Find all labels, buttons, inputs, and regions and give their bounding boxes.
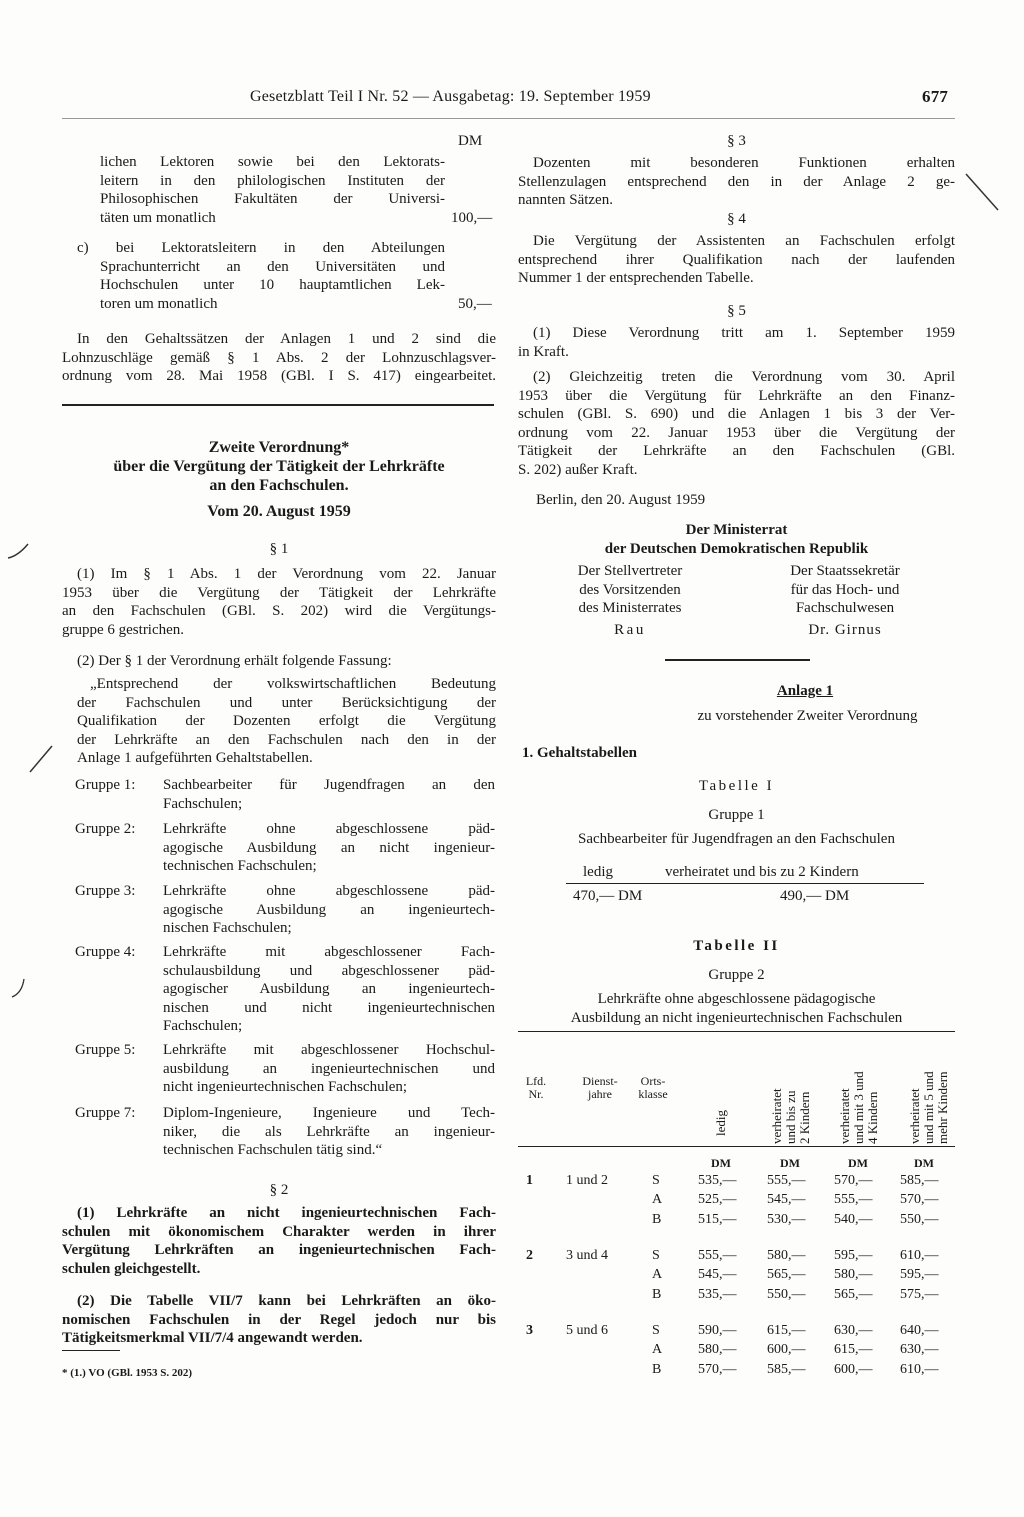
- s1-para-2: (2) Der § 1 der Verordnung erhält folgende Fassung:: [77, 653, 392, 669]
- s1-p1-line: an den Fachschulen (GBl. S. 202) wird die Vergütungs-: [62, 603, 496, 620]
- group-line: niker, die als Lehrkräfte an ingenieur-: [163, 1123, 495, 1140]
- section-1-title: 1. Gehaltstabellen: [522, 745, 637, 761]
- group-line: ausbildung an ingenieurtechnischen und: [163, 1060, 495, 1077]
- val-ledig: 535,—: [698, 1287, 737, 1302]
- s4-para: [518, 232, 955, 288]
- val-v4: 630,—: [834, 1323, 873, 1338]
- group-line: Diplom-Ingenieure, Ingenieure und Tech-: [163, 1105, 495, 1121]
- s3-line: Stellenzulagen entsprechend den in der Anlage 2 ge-: [518, 173, 955, 190]
- table1-title: Tabelle I: [698, 778, 775, 794]
- val-ledig: 535,—: [698, 1173, 737, 1188]
- val-v5: 550,—: [900, 1212, 939, 1227]
- header-v5-line: verheiratet: [907, 1088, 922, 1144]
- group-line: Lehrkräfte ohne abgeschlossene päd-: [163, 883, 495, 899]
- anlage-rule: [665, 659, 810, 661]
- s2-para-1: [62, 1204, 496, 1278]
- val-v4: 565,—: [834, 1287, 873, 1302]
- val-v5: 610,—: [900, 1362, 939, 1377]
- group-line: nischen Fachschulen;: [163, 920, 292, 937]
- s5-p1-line: in Kraft.: [518, 343, 569, 360]
- header-lfd-line: Lfd.: [525, 1074, 547, 1088]
- sig-left-line: des Vorsitzenden: [579, 581, 681, 598]
- s3-para: [518, 154, 955, 210]
- group-line: Lehrkräfte mit abgeschlossener Hochschul-: [163, 1042, 495, 1058]
- val-ledig: 555,—: [698, 1248, 737, 1263]
- header-v5-line: mehr Kindern: [935, 1071, 950, 1144]
- group-line: nischen und nicht ingenieurtechnischen: [163, 999, 495, 1016]
- group-label: Gruppe 2:: [75, 821, 136, 837]
- margin-mark-left-2: [26, 742, 56, 776]
- s2-p1-line: schulen gleichgestellt.: [62, 1260, 201, 1277]
- sig-right-line: für das Hoch- und: [790, 581, 900, 598]
- item-c-line: toren um monatlich: [100, 295, 218, 312]
- s1-p1-line: (1) Im § 1 Abs. 1 der Verordnung vom 22. Januar: [77, 566, 496, 582]
- row-klasse: S: [652, 1323, 660, 1338]
- note-line: ordnung vom 28. Mai 1958 (GBl. I S. 417) eingearbeitet.: [62, 368, 496, 385]
- group-label: Gruppe 7:: [75, 1105, 136, 1121]
- s1-quote: [77, 675, 496, 768]
- row-klasse: S: [652, 1173, 660, 1188]
- val-v2: 550,—: [767, 1287, 806, 1302]
- dm-label: DM: [458, 133, 483, 149]
- table1-col-ledig: ledig: [583, 864, 613, 880]
- val-ledig: 590,—: [698, 1323, 737, 1338]
- table2-top-rule: [518, 1031, 955, 1032]
- val-ledig: 515,—: [698, 1212, 737, 1227]
- val-v5: 640,—: [900, 1323, 939, 1338]
- ordinance-title: [62, 438, 496, 495]
- table2-group: Gruppe 2: [708, 967, 765, 983]
- s2-p2-line: (2) Die Tabelle VII/7 kann bei Lehrkräften an öko-: [77, 1293, 496, 1309]
- footnote: * (1.) VO (GBl. 1953 S. 202): [62, 1367, 193, 1379]
- council-block: [518, 521, 955, 558]
- s1-para-1: [62, 565, 496, 639]
- row-jahre: 3 und 4: [566, 1248, 608, 1263]
- s2-p1-line: schulen mit ökonomischem Charakter werden in ihrer: [62, 1223, 496, 1240]
- s5-p2-line: (2) Gleichzeitig treten die Verordnung vom 30. April: [533, 369, 955, 385]
- anlage-title: Anlage 1: [776, 683, 834, 699]
- header-v4: [838, 1071, 880, 1144]
- val-v5: 570,—: [900, 1192, 939, 1207]
- val-v5: 610,—: [900, 1248, 939, 1263]
- item-b-line: täten um monatlich: [100, 209, 216, 226]
- row-klasse: B: [652, 1212, 662, 1227]
- header-lfd-line: Nr.: [528, 1087, 544, 1101]
- group-line: Fachschulen;: [163, 795, 243, 812]
- header-v5-line: und mit 5 und: [921, 1071, 936, 1144]
- council-line: der Deutschen Demokratischen Republik: [604, 540, 869, 557]
- table2-desc-line: Lehrkräfte ohne abgeschlossene pädagogische: [597, 991, 876, 1007]
- council-line: Der Ministerrat: [685, 522, 788, 538]
- val-v2: 585,—: [767, 1362, 806, 1377]
- s4-line: Die Vergütung der Assistenten an Fachschulen erfolgt: [533, 233, 955, 249]
- val-v2: 530,—: [767, 1212, 806, 1227]
- s2-p1-line: Vergütung Lehrkräften an ingenieurtechnischen Fach-: [62, 1242, 496, 1259]
- table1-val-ledig: 470,— DM: [573, 888, 643, 904]
- gehalt-note: [62, 330, 496, 386]
- val-v4: 615,—: [834, 1342, 873, 1357]
- s2-heading: § 2: [269, 1182, 289, 1198]
- s4-line: Nummer 1 der entsprechenden Tabelle.: [518, 270, 754, 287]
- val-ledig: 580,—: [698, 1342, 737, 1357]
- s3-heading: § 3: [727, 133, 746, 149]
- section-rule: [62, 404, 494, 406]
- s5-para-2: [518, 368, 955, 480]
- val-v4: 600,—: [834, 1362, 873, 1377]
- val-ledig: 525,—: [698, 1192, 737, 1207]
- header-orts-line: klasse: [638, 1087, 668, 1101]
- val-v5: 585,—: [900, 1173, 939, 1188]
- header-v4-line: und mit 3 und: [851, 1071, 866, 1144]
- header-v2-line: 2 Kindern: [797, 1091, 812, 1144]
- table2-title: Tabelle II: [693, 938, 780, 954]
- group-label: Gruppe 1:: [75, 777, 136, 793]
- row-klasse: A: [652, 1342, 663, 1357]
- quote-line: „Entsprechend der volkswirtschaftlichen Bedeutung: [90, 676, 496, 692]
- row-nr: 1: [526, 1173, 533, 1188]
- val-v5: 630,—: [900, 1342, 939, 1357]
- val-ledig: 570,—: [698, 1362, 737, 1377]
- s5-p1-line: (1) Diese Verordnung tritt am 1. September 1959: [533, 325, 955, 341]
- table1-val-verh: 490,— DM: [780, 888, 850, 904]
- margin-mark-right: [962, 170, 1002, 216]
- group-line: agogische Ausbildung an ingenieurtech-: [163, 901, 495, 918]
- item-b-amount: 100,—: [451, 210, 493, 226]
- row-jahre: 5 und 6: [566, 1323, 608, 1338]
- row-klasse: A: [652, 1192, 663, 1207]
- header-v2-line: verheiratet: [769, 1088, 784, 1144]
- group-line: nicht ingenieurtechnischen Fachschulen;: [163, 1079, 408, 1096]
- unit-v2: DM: [780, 1156, 800, 1170]
- running-header: [250, 88, 651, 107]
- s5-para-1: [518, 324, 955, 361]
- header-v4-line: verheiratet: [837, 1088, 852, 1144]
- title-line: über die Vergütung der Tätigkeit der Lehrkräfte: [113, 458, 445, 475]
- s5-p2-line: Tätigkeit der Lehrkräfte an den Fachschulen (GBl.: [518, 443, 955, 460]
- header-lfd: [516, 1075, 556, 1101]
- val-v2: 555,—: [767, 1173, 806, 1188]
- group-line: Fachschulen;: [163, 1018, 243, 1035]
- val-v4: 540,—: [834, 1212, 873, 1227]
- val-v5: 595,—: [900, 1267, 939, 1282]
- page-number: 677: [922, 87, 949, 106]
- s2-p2-line: Tätigkeitsmerkmal VII/7/4 angewandt werden.: [62, 1330, 363, 1347]
- val-v2: 580,—: [767, 1248, 806, 1263]
- s2-p2-line: nomischen Fachschulen in der Regel jedoch nur bis: [62, 1311, 496, 1328]
- margin-mark-left-1: [4, 540, 32, 564]
- sig-right-line: Der Staatssekretär: [790, 563, 900, 579]
- sig-left-line: Der Stellvertreter: [577, 563, 683, 579]
- group-line: Lehrkräfte mit abgeschlossener Fach-: [163, 944, 495, 960]
- val-v2: 600,—: [767, 1342, 806, 1357]
- row-klasse: A: [652, 1267, 663, 1282]
- group-line: schulausbildung und abgeschlossener päd-: [163, 962, 495, 979]
- table1-desc: Sachbearbeiter für Jugendfragen an den Fachschulen: [578, 831, 895, 847]
- group-line: technischen Fachschulen tätig sind.“: [163, 1142, 383, 1159]
- item-b-line: Philosophischen Fakultäten der Universi-: [100, 191, 445, 208]
- place-date: Berlin, den 20. August 1959: [536, 492, 706, 508]
- header-dienst-line: Dienst-: [582, 1074, 618, 1088]
- sig-left-name: Rau: [614, 621, 646, 638]
- table2-desc-line: Ausbildung an nicht ingenieurtechnischen Fachschulen: [570, 1009, 903, 1026]
- row-klasse: S: [652, 1248, 660, 1263]
- item-c-line: c) bei Lektoratsleitern in den Abteilungen: [77, 240, 445, 256]
- group-line: Lehrkräfte ohne abgeschlossene päd-: [163, 821, 495, 837]
- item-b: [100, 153, 445, 227]
- quote-line: der Fachschulen und unter Berücksichtigung der: [77, 694, 496, 711]
- header-ledig: ledig: [713, 1110, 728, 1136]
- unit-v5: DM: [914, 1156, 934, 1170]
- ordinance-date: Vom 20. August 1959: [207, 503, 351, 520]
- s5-p2-line: schulen (GBl. S. 690) und die Anlagen 1 bis 3 der Ver-: [518, 406, 955, 423]
- table1-col-verh: verheiratet und bis zu 2 Kindern: [665, 864, 859, 880]
- margin-mark-left-3: [8, 975, 30, 1001]
- signature-left: [540, 562, 720, 639]
- table1-group: Gruppe 1: [708, 807, 765, 823]
- row-nr: 3: [526, 1323, 533, 1338]
- val-v5: 575,—: [900, 1287, 939, 1302]
- val-v4: 570,—: [834, 1173, 873, 1188]
- signature-right: [755, 562, 935, 639]
- val-v4: 580,—: [834, 1267, 873, 1282]
- s1-p1-line: gruppe 6 gestrichen.: [62, 621, 185, 638]
- item-c-line: Sprachunterricht an den Universitäten und: [100, 258, 445, 275]
- title-line: Zweite Verordnung*: [208, 439, 350, 456]
- group-line: agogischer Ausbildung an ingenieurtech-: [163, 981, 495, 998]
- group-label: Gruppe 4:: [75, 944, 136, 960]
- note-line: In den Gehaltssätzen der Anlagen 1 und 2 sind die: [77, 331, 496, 347]
- table1-rule: [566, 883, 924, 884]
- group-line: Sachbearbeiter für Jugendfragen an den: [163, 777, 495, 793]
- s5-heading: § 5: [727, 303, 746, 319]
- s5-p2-line: 1953 über die Vergütung für Lehrkräfte an den Finanz-: [518, 387, 955, 404]
- sig-right-line: Fachschulwesen: [795, 600, 895, 617]
- note-line: Lohnzuschläge gemäß § 1 Abs. 2 der Lohnzuschlagsver-: [62, 349, 496, 366]
- row-jahre: 1 und 2: [566, 1173, 608, 1188]
- quote-line: der Lehrkräfte an den Fachschulen nach den in der: [77, 731, 496, 748]
- row-klasse: B: [652, 1287, 662, 1302]
- group-label: Gruppe 3:: [75, 883, 136, 899]
- item-c-amount: 50,—: [458, 296, 492, 312]
- val-v2: 615,—: [767, 1323, 806, 1338]
- row-nr: 2: [526, 1248, 533, 1263]
- quote-line: Anlage 1 aufgeführten Gehaltstabellen.: [77, 750, 313, 767]
- s3-line: nannten Sätzen.: [518, 192, 613, 209]
- item-b-line: leitern in den philologischen Instituten der: [100, 172, 445, 189]
- item-c-line: Hochschulen unter 10 hauptamtlichen Lek-: [100, 277, 445, 294]
- header-orts-line: Orts-: [640, 1074, 666, 1088]
- table2-desc: [518, 990, 955, 1027]
- footnote-rule: [62, 1350, 120, 1351]
- header-orts: [628, 1075, 678, 1101]
- header-title: Gesetzblatt Teil I Nr. 52 — Ausgabetag: 19. September 1959: [250, 88, 651, 105]
- s4-heading: § 4: [727, 211, 746, 227]
- group-line: technischen Fachschulen;: [163, 858, 317, 875]
- s3-line: Dozenten mit besonderen Funktionen erhalten: [533, 155, 955, 171]
- group-line: agogische Ausbildung an nicht ingenieur-: [163, 839, 495, 856]
- s2-para-2: [62, 1292, 496, 1348]
- s5-p2-line: S. 202) außer Kraft.: [518, 461, 638, 478]
- val-v2: 565,—: [767, 1267, 806, 1282]
- s5-p2-line: ordnung vom 22. Januar 1953 über die Vergütung der: [518, 424, 955, 441]
- row-klasse: B: [652, 1362, 662, 1377]
- title-line: an den Fachschulen.: [209, 477, 349, 494]
- unit-v4: DM: [848, 1156, 868, 1170]
- header-v4-line: 4 Kindern: [865, 1091, 880, 1144]
- val-ledig: 545,—: [698, 1267, 737, 1282]
- item-b-line: lichen Lektoren sowie bei den Lektorats-: [100, 154, 445, 170]
- header-v5: [908, 1071, 950, 1144]
- val-v4: 595,—: [834, 1248, 873, 1263]
- sig-left-line: des Ministerrates: [578, 600, 682, 617]
- group-label: Gruppe 5:: [75, 1042, 136, 1058]
- val-v2: 545,—: [767, 1192, 806, 1207]
- header-v2-line: und bis zu: [783, 1090, 798, 1144]
- quote-line: Qualifikation der Dozenten erfolgt die Vergütung: [77, 713, 496, 730]
- val-v4: 555,—: [834, 1192, 873, 1207]
- sig-right-name: Dr. Girnus: [808, 621, 882, 638]
- item-c: [77, 239, 445, 313]
- s1-heading: § 1: [269, 541, 289, 557]
- anlage-sub: zu vorstehender Zweiter Verordnung: [697, 708, 918, 724]
- header-rule: [62, 118, 955, 119]
- s4-line: entsprechend ihrer Qualifikation nach der laufenden: [518, 251, 955, 268]
- table2-header-rule: [518, 1146, 955, 1147]
- header-dienst: [570, 1075, 630, 1101]
- s1-p1-line: 1953 über die Vergütung der Tätigkeit der Lehrkräfte: [62, 584, 496, 601]
- unit-ledig: DM: [711, 1156, 731, 1170]
- header-dienst-line: jahre: [588, 1087, 612, 1101]
- header-v2: [770, 1088, 812, 1144]
- s2-p1-line: (1) Lehrkräfte an nicht ingenieurtechnischen Fach-: [77, 1205, 496, 1221]
